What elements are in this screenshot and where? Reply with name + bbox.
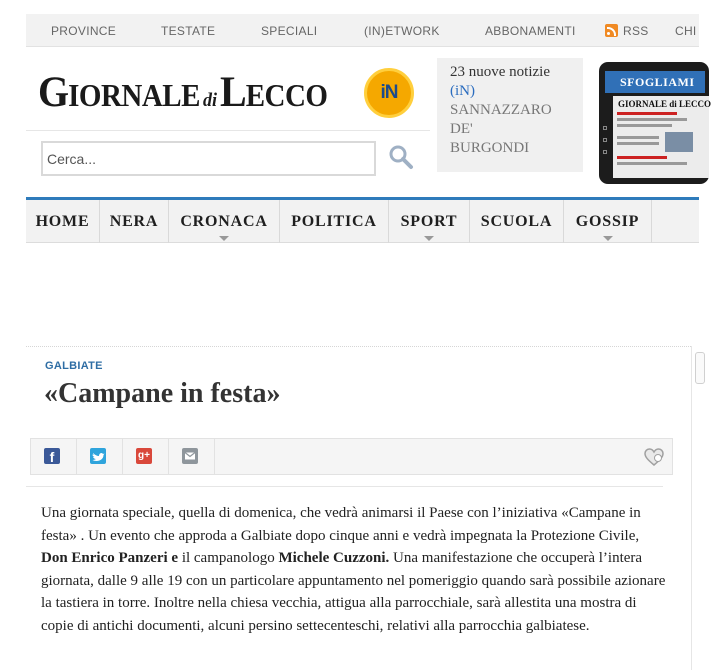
nav-item-scuola[interactable]: SCUOLA bbox=[480, 213, 553, 230]
rss-label: RSS bbox=[623, 24, 649, 38]
in-badge-label: iN bbox=[380, 82, 398, 103]
nav-separator bbox=[651, 200, 652, 243]
tablet-masthead: GIORNALE di LECCO bbox=[618, 99, 711, 109]
top-navigation bbox=[26, 14, 699, 47]
topnav-item-chi[interactable]: CHI bbox=[675, 24, 697, 38]
sidebar-widget-edge bbox=[695, 352, 705, 384]
tablet-buttons bbox=[603, 126, 608, 162]
tablet-screen bbox=[613, 96, 709, 178]
search-icon[interactable] bbox=[388, 144, 414, 170]
facebook-icon: f bbox=[44, 448, 60, 464]
sidebar-divider bbox=[691, 346, 692, 670]
news-in-label: (iN) bbox=[450, 83, 475, 99]
nav-item-home[interactable]: HOME bbox=[35, 213, 90, 230]
site-logo[interactable] bbox=[38, 66, 327, 117]
main-navigation bbox=[26, 197, 699, 243]
share-email-button[interactable] bbox=[169, 439, 215, 474]
chevron-down-icon bbox=[424, 236, 434, 241]
share-toolbar bbox=[30, 438, 673, 475]
tablet-headline-bar bbox=[617, 112, 677, 115]
share-google-plus-button[interactable] bbox=[123, 439, 169, 474]
topnav-item-abbonamenti[interactable]: ABBONAMENTI bbox=[485, 24, 576, 38]
search-input[interactable] bbox=[41, 141, 376, 176]
in-network-badge[interactable] bbox=[364, 68, 414, 118]
topnav-item-network[interactable]: (IN)ETWORK bbox=[364, 24, 440, 38]
chevron-down-icon bbox=[603, 236, 613, 241]
email-icon bbox=[182, 448, 198, 464]
heart-icon[interactable] bbox=[643, 447, 665, 467]
nav-item-sport[interactable]: SPORT bbox=[400, 213, 458, 230]
topnav-item-province[interactable]: PROVINCE bbox=[51, 24, 117, 38]
tablet-headline-bar bbox=[617, 156, 667, 159]
sfogliami-label: SFOGLIAMI bbox=[605, 71, 705, 93]
tablet-text-bar bbox=[617, 136, 659, 139]
rss-icon bbox=[605, 24, 618, 37]
header-divider bbox=[26, 130, 430, 131]
body-text-part: il campanologo bbox=[178, 550, 279, 567]
news-ticker-box[interactable] bbox=[437, 58, 583, 172]
tablet-photo bbox=[665, 132, 693, 152]
body-text-part: Una manifestazione che occuperà l’intera giornata, dalle 9 alle 19 con un particolare appuntamento nel pomeriggio quando sarà possibile azionare la tastiera in torre. Inoltre nella chiesa vecchia, attigua alla parrocchiale, sarà allestita una mostra di copie di antichi documenti, alcuni persino settecenteschi, relativi alla parrocchia galbiatese. bbox=[41, 550, 666, 634]
share-facebook-button[interactable] bbox=[31, 439, 77, 474]
chevron-down-icon bbox=[219, 236, 229, 241]
article-body bbox=[41, 502, 666, 638]
share-twitter-button[interactable] bbox=[77, 439, 123, 474]
tablet-text-bar bbox=[617, 142, 659, 145]
nav-item-cronaca[interactable]: CRONACA bbox=[180, 213, 268, 230]
body-bold-name: Michele Cuzzoni. bbox=[278, 550, 390, 567]
logo-lecco: L bbox=[220, 67, 246, 116]
topnav-item-testate[interactable]: TESTATE bbox=[161, 24, 216, 38]
article-title: «Campane in festa» bbox=[44, 378, 281, 409]
article-category[interactable]: GALBIATE bbox=[45, 360, 103, 372]
nav-item-politica[interactable]: POLITICA bbox=[291, 213, 377, 230]
topnav-item-speciali[interactable]: SPECIALI bbox=[261, 24, 318, 38]
logo-lecco-rest: ECCO bbox=[245, 78, 328, 114]
logo-giornale: G bbox=[38, 67, 69, 116]
google-plus-icon: g+ bbox=[136, 448, 152, 464]
news-place-line1: SANNAZZARO bbox=[450, 102, 552, 118]
news-place-line2: DE' bbox=[450, 121, 473, 137]
tablet-text-bar bbox=[617, 124, 672, 127]
body-bold-name: Don Enrico Panzeri e bbox=[41, 550, 179, 567]
tablet-text-bar bbox=[617, 162, 687, 165]
article-top-divider bbox=[26, 346, 691, 347]
logo-di: di bbox=[202, 88, 217, 111]
share-divider bbox=[26, 486, 663, 487]
sfogliami-tablet-promo[interactable] bbox=[599, 62, 709, 184]
news-count: 23 nuove notizie bbox=[450, 64, 550, 80]
tablet-text-bar bbox=[617, 118, 687, 121]
logo-giornale-rest: IORNALE bbox=[68, 78, 200, 114]
twitter-icon bbox=[90, 448, 106, 464]
body-text-part: Una giornata speciale, quella di domenica, che vedrà animarsi il Paese con l’iniziativa «Campane in festa» . Un evento che approda a Galbiate dopo cinque anni e vedrà impegnata la Protezione Civile, bbox=[41, 505, 641, 544]
nav-item-nera[interactable]: NERA bbox=[109, 213, 159, 230]
nav-item-gossip[interactable]: GOSSIP bbox=[575, 213, 640, 230]
news-place-line3: BURGONDI bbox=[450, 140, 530, 156]
topnav-item-rss[interactable] bbox=[605, 14, 649, 47]
